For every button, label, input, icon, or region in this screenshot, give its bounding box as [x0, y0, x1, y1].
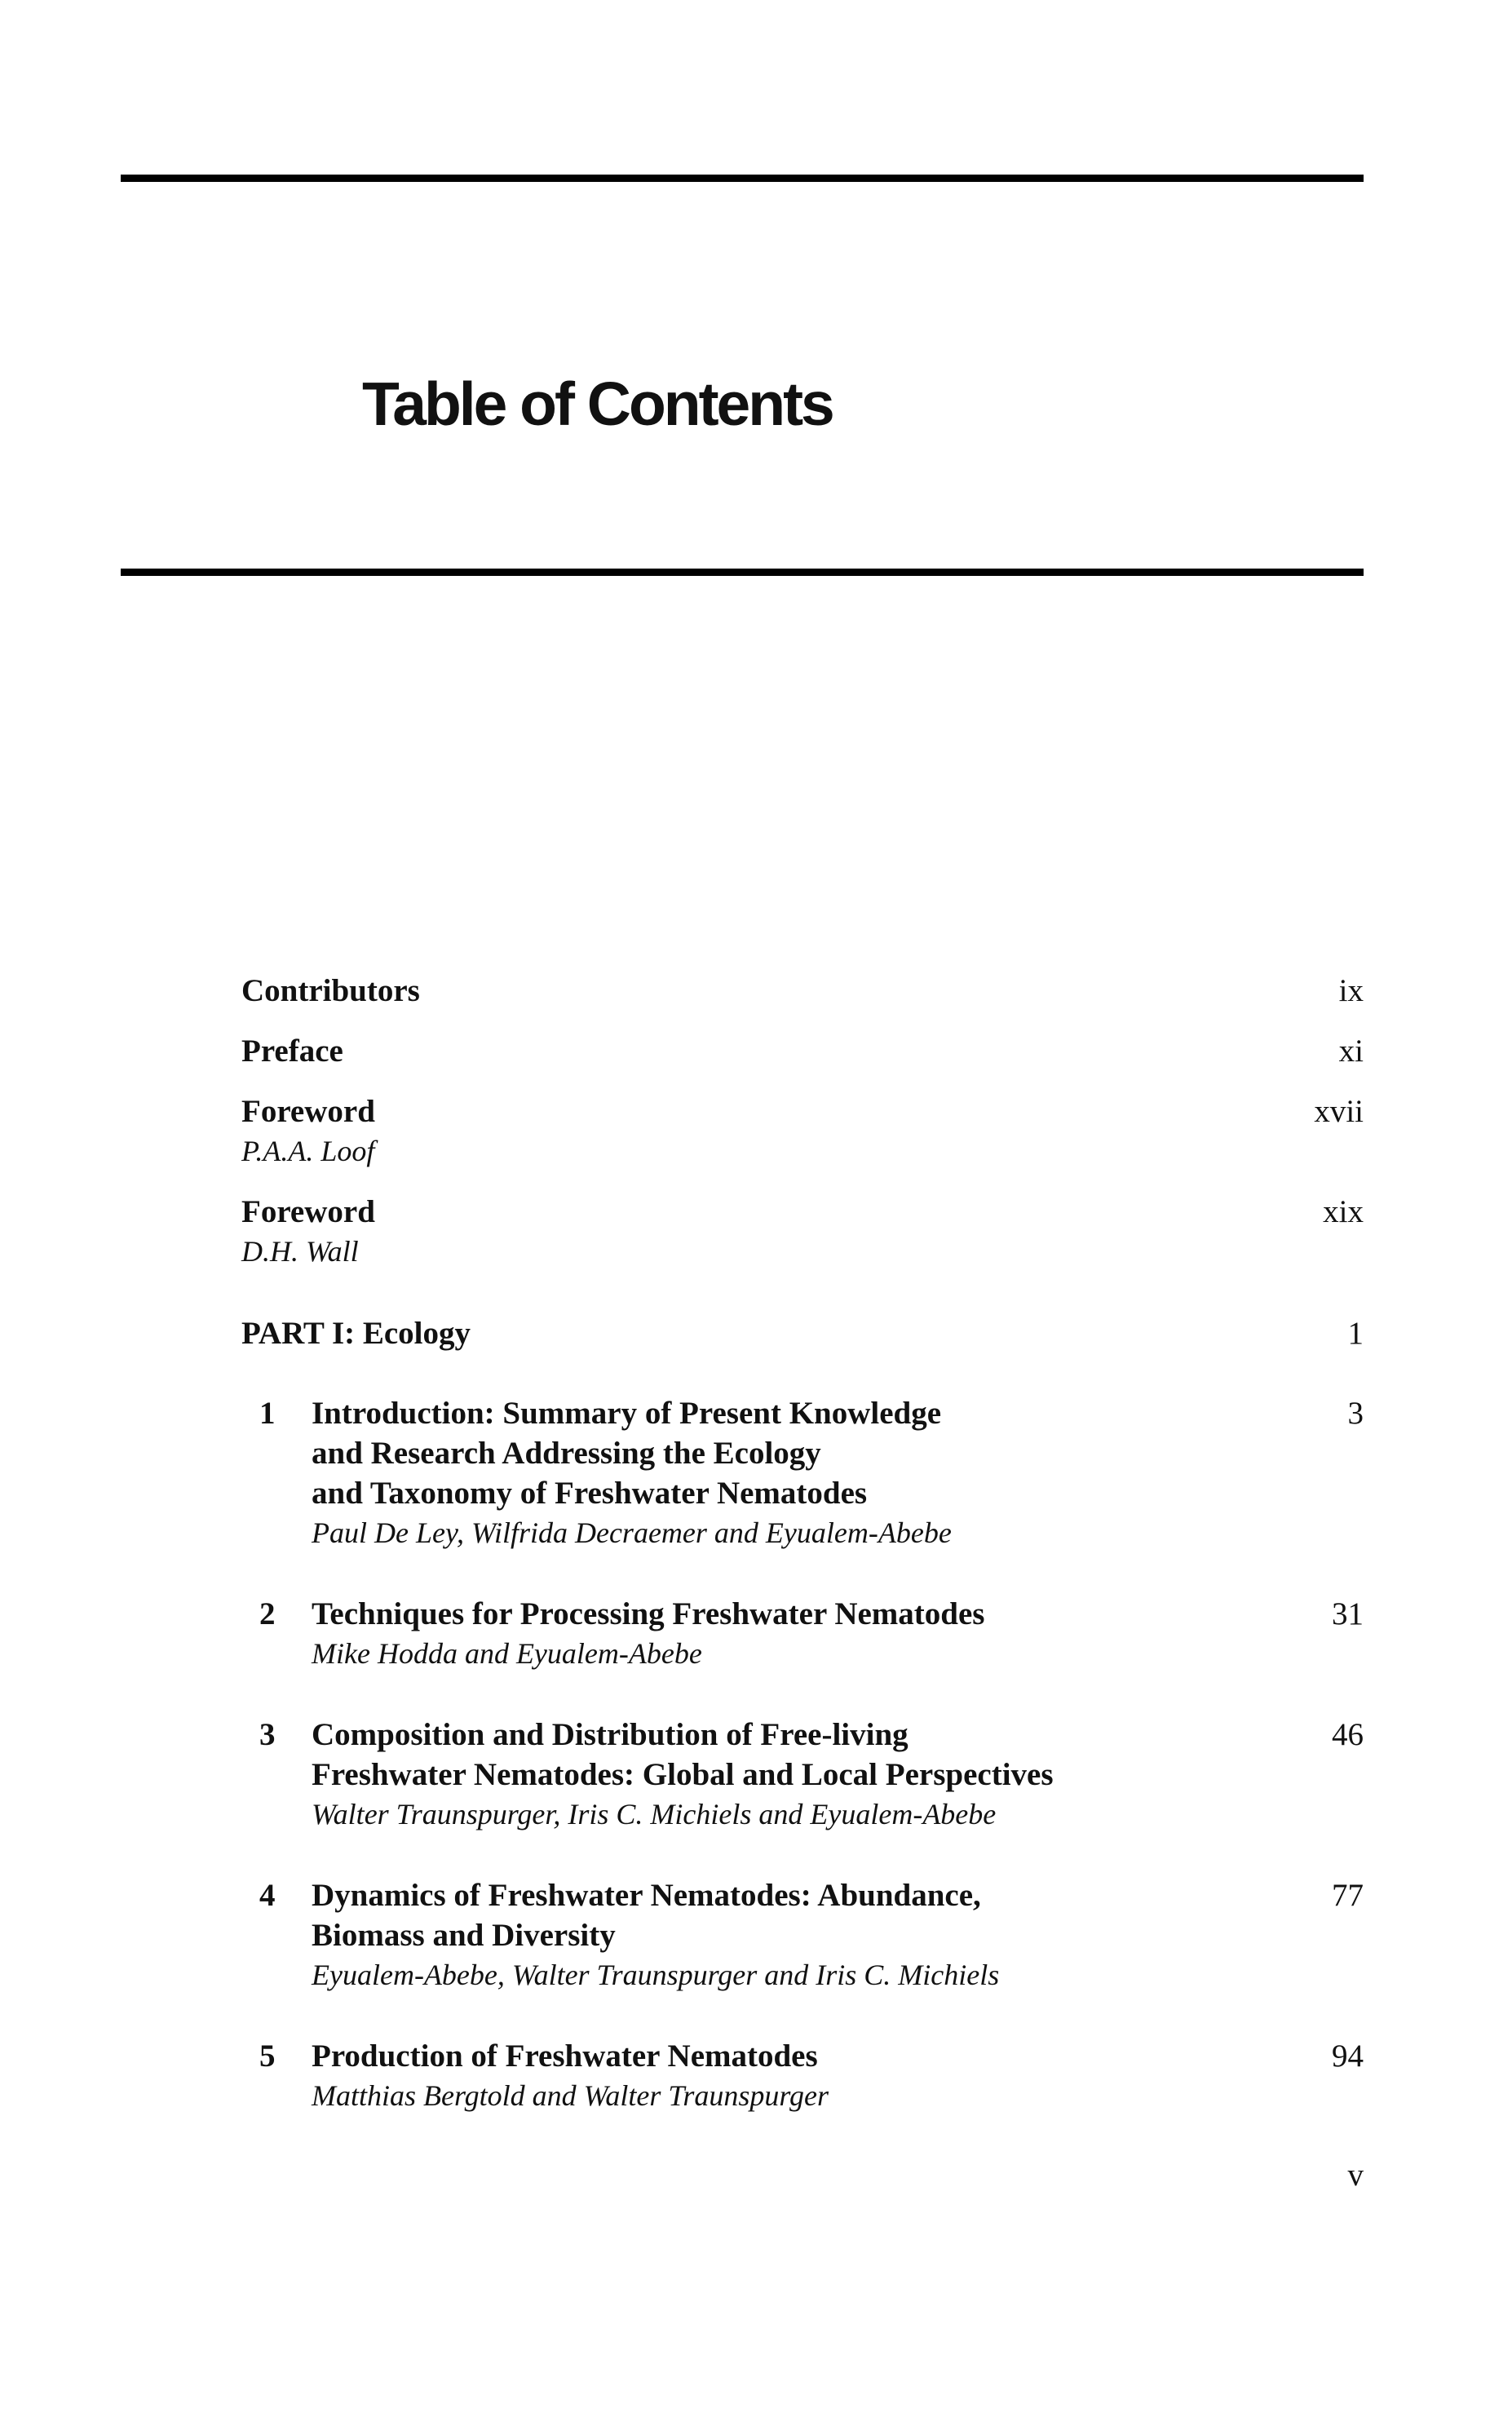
- toc-entry-foreword-wall[interactable]: [241, 1192, 1364, 1272]
- chapter-title-line: Composition and Distribution of Free-living: [312, 1717, 909, 1752]
- toc-entry-contributors[interactable]: [241, 971, 1364, 1011]
- chapter-authors: Mike Hodda and Eyualem-Abebe: [312, 1637, 702, 1670]
- entry-title: Preface: [241, 1034, 343, 1069]
- part-title: PART I: Ecology: [241, 1316, 471, 1351]
- bottom-rule: [121, 569, 1364, 576]
- chapter-number: 5: [259, 2039, 276, 2074]
- chapter-number: 2: [259, 1596, 276, 1631]
- toc-chapter-1[interactable]: [241, 1393, 1364, 1553]
- chapter-title-line: Techniques for Processing Freshwater Nematodes: [312, 1596, 985, 1631]
- entry-title: Foreword: [241, 1094, 375, 1129]
- chapter-title-line: Dynamics of Freshwater Nematodes: Abundance,: [312, 1878, 981, 1913]
- page-folio: v: [1347, 2158, 1364, 2193]
- chapter-page: 31: [1332, 1596, 1364, 1631]
- chapter-number: 4: [259, 1878, 276, 1913]
- entry-page: ix: [1338, 973, 1364, 1008]
- toc-chapter-3[interactable]: [241, 1715, 1364, 1835]
- chapter-page: 77: [1332, 1878, 1364, 1913]
- chapter-number: 1: [259, 1396, 276, 1431]
- chapter-page: 3: [1347, 1396, 1364, 1431]
- chapter-number: 3: [259, 1717, 276, 1752]
- entry-page: xi: [1338, 1034, 1364, 1069]
- entry-title: Foreword: [241, 1194, 375, 1229]
- toc-chapter-2[interactable]: [241, 1594, 1364, 1674]
- chapter-authors: Matthias Bergtold and Walter Traunspurger: [312, 2079, 829, 2112]
- chapter-title-line: and Research Addressing the Ecology: [312, 1436, 821, 1471]
- toc-part-heading[interactable]: [241, 1313, 1364, 1353]
- toc-entry-foreword-loof[interactable]: [241, 1091, 1364, 1171]
- toc-entry-preface[interactable]: [241, 1031, 1364, 1071]
- top-rule: [121, 175, 1364, 182]
- chapter-page: 94: [1332, 2039, 1364, 2074]
- entry-title: Contributors: [241, 973, 420, 1008]
- chapter-authors: Walter Traunspurger, Iris C. Michiels and Eyualem-Abebe: [312, 1798, 997, 1830]
- entry-author: P.A.A. Loof: [241, 1135, 375, 1167]
- entry-author: D.H. Wall: [241, 1235, 359, 1268]
- page-title: Table of Contents: [362, 370, 833, 439]
- chapter-title-line: Production of Freshwater Nematodes: [312, 2039, 818, 2074]
- chapter-authors: Eyualem-Abebe, Walter Traunspurger and Iris C. Michiels: [312, 1959, 1000, 1991]
- part-page: 1: [1347, 1316, 1364, 1351]
- toc-chapter-4[interactable]: [241, 1875, 1364, 1995]
- chapter-title-line: Introduction: Summary of Present Knowledge: [312, 1396, 942, 1431]
- toc-chapter-5[interactable]: [241, 2036, 1364, 2116]
- entry-page: xvii: [1314, 1094, 1364, 1129]
- chapter-title-line: and Taxonomy of Freshwater Nematodes: [312, 1476, 868, 1511]
- entry-page: xix: [1323, 1194, 1364, 1229]
- chapter-authors: Paul De Ley, Wilfrida Decraemer and Eyualem-Abebe: [312, 1516, 952, 1549]
- chapter-page: 46: [1332, 1717, 1364, 1752]
- chapter-title-line: Freshwater Nematodes: Global and Local Perspectives: [312, 1757, 1054, 1792]
- chapter-title-line: Biomass and Diversity: [312, 1918, 616, 1953]
